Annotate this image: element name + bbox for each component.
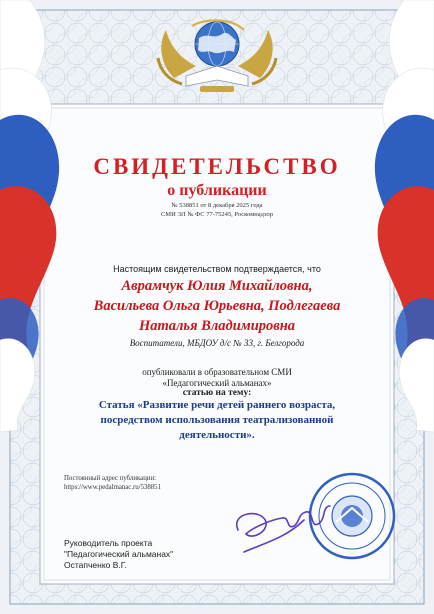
- certificate-title: СВИДЕТЕЛЬСТВО: [93, 154, 341, 179]
- published-line-2: «Педагогический альманах»: [162, 378, 272, 388]
- article-title-line-3: деятельности».: [179, 429, 255, 441]
- recipient-names: [0, 276, 434, 336]
- certificate-subtitle: о публикации: [167, 182, 267, 199]
- address-url[interactable]: https://www.pedalmanac.ru/538851: [64, 484, 161, 491]
- article-label: статью на тему:: [182, 388, 252, 398]
- media-registration: СМИ ЭЛ № ФС 77-75245, Роскомнадзор: [160, 211, 274, 218]
- recipient-names-line-2: Васильева Ольга Юрьевна, Подлегаева: [93, 298, 341, 314]
- head-project: "Педагогический альманах": [64, 549, 174, 559]
- article-title-line-1: Статья «Развитие речи детей раннего возраста,: [98, 399, 336, 411]
- project-head: [64, 538, 173, 571]
- article-title-line-2: посредством использования театрализованной: [100, 414, 334, 426]
- confirmation-text: Настоящим свидетельством подтверждается, что: [113, 264, 321, 274]
- publication-statement: [0, 367, 434, 389]
- certificate-number: № 538851 от 8 декабря 2025 года: [171, 202, 263, 209]
- address-label: Постоянный адрес публикации:: [64, 475, 157, 482]
- recipient-names-line-3: Наталья Владимировна: [138, 318, 296, 334]
- recipient-names-line-1: Аврамчук Юлия Михайловна,: [121, 278, 313, 294]
- head-title: Руководитель проекта: [64, 538, 153, 548]
- head-name: Остапченко В.Г.: [64, 560, 127, 570]
- published-line-1: опубликовали в образовательном СМИ: [142, 367, 292, 377]
- article-title: [0, 398, 434, 443]
- publication-address: [64, 474, 161, 492]
- recipient-role: Воспитатели, МБДОУ д/с № 33, г. Белгорода: [129, 338, 305, 348]
